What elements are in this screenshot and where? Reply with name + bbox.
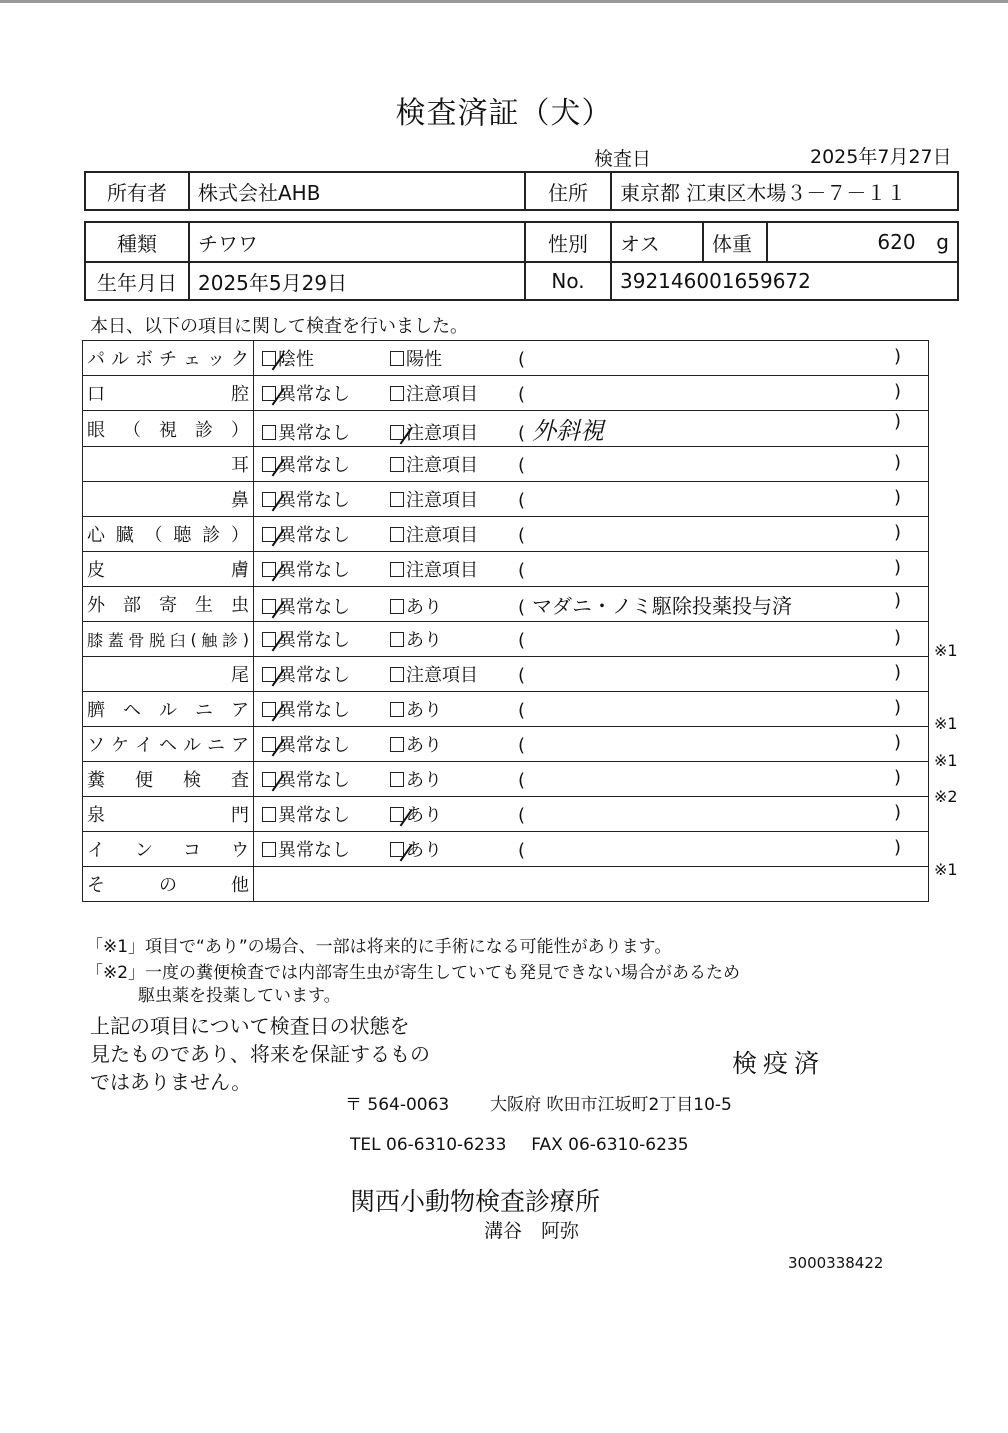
checkbox-icon[interactable] [390,492,404,507]
item-result [254,797,929,832]
option-normal-label: 異常なし [278,423,350,444]
option-normal[interactable] [254,419,390,445]
checkbox-icon[interactable] [390,527,404,542]
checkbox-icon[interactable] [390,807,404,822]
option-normal[interactable] [254,593,390,619]
option-abnormal-label: あり [406,630,442,651]
checkbox-icon[interactable] [390,386,404,401]
option-abnormal-label: 注意項目 [406,423,478,444]
owner-value: 株式会社AHB [189,172,525,210]
option-abnormal[interactable] [390,556,518,582]
option-abnormal[interactable] [390,731,518,757]
footnote-mark: ※1 [934,714,958,733]
checkbox-icon[interactable] [262,632,276,647]
option-normal-label: 異常なし [278,665,350,686]
checkbox-icon[interactable] [390,425,404,440]
option-abnormal-label: あり [406,735,442,756]
checkbox-icon[interactable] [262,492,276,507]
item-name-text: 眼 （ 視 診 ） [87,419,249,441]
option-normal-label: 異常なし [278,770,350,791]
inspection-row [83,482,929,517]
item-name-text: 皮 膚 [87,560,249,581]
footnote-mark: ※2 [934,787,958,807]
item-name-text: 外 部 寄 生 虫 [87,595,249,616]
item-name-text: 膝 蓋 骨 脱 臼 ( 触 診 ) [87,629,249,650]
option-normal[interactable] [254,451,390,477]
inspection-row [83,552,929,587]
address-value: 東京都 江東区木場３－７－１１ [611,172,958,210]
checkbox-icon[interactable] [262,351,276,366]
checkbox-icon[interactable] [262,599,276,614]
option-abnormal[interactable] [390,419,518,445]
checkbox-icon[interactable] [390,632,404,647]
option-abnormal[interactable] [390,801,518,827]
intro-text: 本日、以下の項目に関して検査を行いました。 [90,316,468,337]
checkbox-icon[interactable] [390,842,404,857]
disclaimer-line: ではありません。 [90,1070,252,1094]
option-normal-label: 異常なし [278,455,350,476]
breed-value: チワワ [189,222,525,262]
item-name [83,482,254,517]
item-name [83,376,254,411]
remark-field: ( ) [518,522,901,546]
clinic-tel: TEL 06-6310-6233 [350,1135,507,1155]
note-2: 「※2」一度の糞便検査では内部寄生虫が寄生していても発見できない場合があるため [86,963,741,983]
checkbox-icon[interactable] [262,386,276,401]
number-value: 392146001659672 [611,262,958,300]
option-abnormal-label: あり [406,805,442,826]
quarantine-stamp: 検疫済 [732,1049,826,1078]
checkbox-icon[interactable] [390,599,404,614]
item-name-text: 耳 [231,455,249,476]
option-normal[interactable] [254,380,390,406]
checkbox-icon[interactable] [262,737,276,752]
option-abnormal-label: あり [406,596,442,618]
inspection-row [83,762,929,797]
sex-value: オス [611,222,703,262]
remark-text: 外斜視 [532,417,604,445]
breed-label: 種類 [85,222,189,262]
other-label-cell [83,867,254,902]
option-normal[interactable] [254,521,390,547]
option-normal-label: 異常なし [278,384,350,405]
remark-field: ( マダニ・ノミ駆除投薬投与済 ) [518,589,901,618]
option-abnormal[interactable] [390,836,518,862]
item-name-text: 口 腔 [87,384,249,405]
remark-field: ( ) [518,697,901,721]
option-abnormal-label: あり [406,770,442,791]
item-name [83,447,254,482]
checkbox-icon[interactable] [262,772,276,787]
option-abnormal[interactable] [390,521,518,547]
inspection-row [83,832,929,867]
item-result [254,341,929,376]
item-name-text: 糞 便 検 査 [87,770,249,791]
checkbox-icon[interactable] [262,667,276,682]
item-result [254,692,929,727]
note-2-continued: 駆虫薬を投薬しています。 [138,986,341,1006]
disclaimer [90,1012,430,1096]
item-result [254,657,929,692]
option-normal[interactable] [254,486,390,512]
item-result [254,587,929,622]
owner-label: 所有者 [85,172,189,210]
remark-field: ( ) [518,767,901,791]
option-abnormal-label: 注意項目 [406,665,478,686]
option-abnormal-label: 注意項目 [406,384,478,405]
option-abnormal-label: 注意項目 [406,490,478,511]
scan-top-edge [0,0,1008,3]
remark-field: ( 外斜視 ) [518,411,901,445]
weight-cell [767,222,958,262]
clinic-person: 溝谷 阿弥 [484,1220,580,1242]
checkbox-icon[interactable] [390,702,404,717]
item-name [83,517,254,552]
item-name [83,762,254,797]
checkbox-icon[interactable] [390,737,404,752]
option-normal[interactable] [254,626,390,652]
note-1: 「※1」項目で“あり”の場合、一部は将来的に手術になる可能性があります。 [86,937,672,957]
checkbox-icon[interactable] [390,351,404,366]
option-normal[interactable] [254,731,390,757]
item-name-text: イ ン コ ウ [87,840,249,861]
option-normal[interactable] [254,836,390,862]
item-result [254,376,929,411]
checkbox-icon[interactable] [262,527,276,542]
disclaimer-line: 見たものであり、将来を保証するもの [90,1042,430,1066]
checkbox-icon[interactable] [390,562,404,577]
inspection-row [83,692,929,727]
inspection-row [83,517,929,552]
option-abnormal[interactable] [390,661,518,687]
page-title: 検査済証（犬） [395,96,613,131]
inspection-row [83,797,929,832]
option-normal-label: 異常なし [278,840,350,861]
item-name-text: ソ ケ イ ヘ ル ニ ア [87,735,249,756]
option-normal-label: 異常なし [278,700,350,721]
clinic-name: 関西小動物検査診療所 [350,1187,601,1216]
exam-date-label: 検査日 [594,148,652,170]
checkbox-icon[interactable] [262,842,276,857]
checkbox-icon[interactable] [390,772,404,787]
option-abnormal[interactable] [390,451,518,477]
option-normal-label: 異常なし [278,735,350,756]
item-name [83,657,254,692]
inspection-table [82,340,929,902]
document-number: 3000338422 [788,1254,884,1272]
footnote-mark: ※1 [934,750,958,770]
remark-text: マダニ・ノミ駆除投薬投与済 [532,593,792,618]
remark-field: ( ) [518,346,901,370]
item-result [254,762,929,797]
item-name-text: 臍 ヘ ル ニ ア [87,700,249,721]
item-result [254,727,929,762]
sex-label: 性別 [525,222,611,262]
item-name-text: 心 臓 （ 聴 診 ） [87,525,249,546]
inspection-row [83,447,929,482]
animal-table [84,221,959,301]
item-name [83,552,254,587]
option-normal[interactable] [254,345,390,371]
checkbox-icon[interactable] [262,702,276,717]
inspection-row [83,587,929,622]
weight-label: 体重 [703,222,767,262]
birth-value: 2025年5月29日 [189,262,525,300]
remark-field: ( ) [518,381,901,405]
option-abnormal-label: あり [406,700,442,721]
item-name [83,727,254,762]
checkbox-icon[interactable] [262,562,276,577]
option-abnormal[interactable] [390,380,518,406]
item-name [83,832,254,867]
option-abnormal-label: あり [406,840,442,861]
option-normal[interactable] [254,766,390,792]
option-abnormal[interactable] [390,626,518,652]
option-abnormal-label: 注意項目 [406,560,478,581]
checkbox-icon[interactable] [390,667,404,682]
item-result [254,517,929,552]
checkbox-icon[interactable] [262,807,276,822]
item-result [254,552,929,587]
clinic-address: 大阪府 吹田市江坂町2丁目10-5 [490,1095,732,1115]
remark-field: ( ) [518,627,901,651]
option-normal-label: 異常なし [278,490,350,511]
birth-label: 生年月日 [85,262,189,300]
option-normal-label: 異常なし [278,630,350,651]
inspection-row [83,341,929,376]
option-abnormal[interactable] [390,593,518,619]
item-name-text: パ ル ボ チ ェ ッ ク [87,349,249,370]
item-name [83,797,254,832]
owner-table [84,171,959,211]
remark-field: ( ) [518,837,901,861]
item-name [83,341,254,376]
remark-field: ( ) [518,452,901,476]
item-result [254,832,929,867]
weight-unit: g [936,230,949,254]
item-result [254,411,929,447]
item-name [83,411,254,447]
remark-field: ( ) [518,802,901,826]
item-result [254,447,929,482]
option-normal-label: 陰性 [278,349,314,370]
option-normal[interactable] [254,556,390,582]
footnote-mark: ※1 [934,640,958,660]
remark-field: ( ) [518,732,901,756]
option-abnormal[interactable] [390,345,518,371]
item-result [254,622,929,657]
clinic-phone-line [350,1135,689,1155]
checkbox-icon[interactable] [262,457,276,472]
option-abnormal[interactable] [390,766,518,792]
item-name-text: 泉 門 [87,805,249,826]
exam-date-value: 2025年7月27日 [810,146,952,168]
option-abnormal-label: 陽性 [406,349,442,370]
option-normal-label: 異常なし [278,596,350,618]
item-name [83,692,254,727]
checkbox-icon[interactable] [390,457,404,472]
weight-value: 620 [877,230,916,254]
item-name [83,622,254,657]
item-result [254,482,929,517]
option-normal[interactable] [254,661,390,687]
remark-field: ( ) [518,662,901,686]
other-label: そ の 他 [87,875,249,896]
option-normal-label: 異常なし [278,560,350,581]
remark-field: ( ) [518,557,901,581]
inspection-row [83,411,929,447]
disclaimer-line: 上記の項目について検査日の状態を [90,1014,410,1038]
other-value-cell [254,867,929,902]
footnote-mark: ※1 [934,860,958,880]
inspection-row [83,727,929,762]
remark-field: ( ) [518,487,901,511]
item-name-text: 尾 [231,665,249,686]
item-name [83,587,254,622]
option-abnormal-label: 注意項目 [406,455,478,476]
option-normal[interactable] [254,801,390,827]
option-abnormal-label: 注意項目 [406,525,478,546]
checkbox-icon[interactable] [262,425,276,440]
option-normal-label: 異常なし [278,525,350,546]
inspection-row [83,622,929,657]
number-label: No. [525,262,611,300]
option-normal[interactable] [254,696,390,722]
clinic-address-line [345,1090,732,1115]
address-label: 住所 [525,172,611,210]
item-name-text: 鼻 [231,490,249,511]
inspection-row [83,657,929,692]
option-normal-label: 異常なし [278,805,350,826]
clinic-fax: FAX 06-6310-6235 [531,1135,689,1155]
clinic-postal: 〒 564-0063 [345,1095,450,1115]
option-abnormal[interactable] [390,696,518,722]
inspection-row [83,376,929,411]
option-abnormal[interactable] [390,486,518,512]
